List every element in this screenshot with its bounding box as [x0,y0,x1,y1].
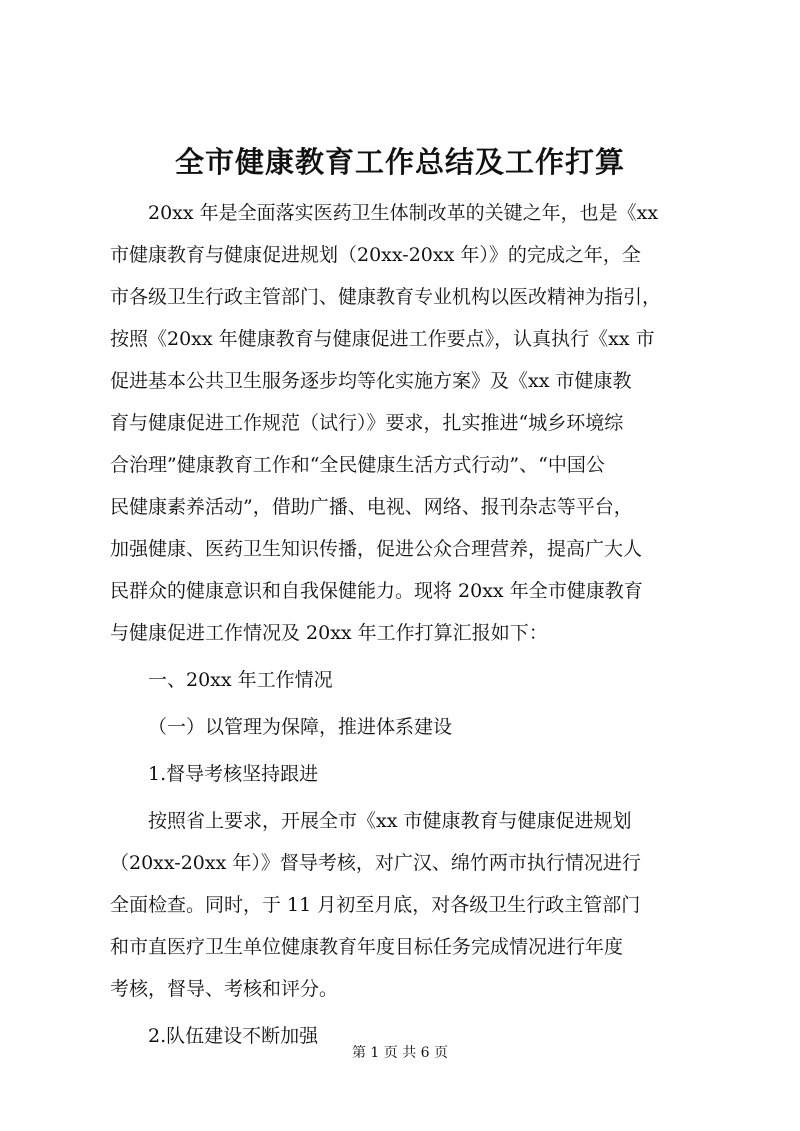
intro-line: 按照《20xx 年健康教育与健康促进工作要点》，认真执行《xx 市 [110,328,655,350]
intro-line: 民群众的健康意识和自我保健能力。现将 20xx 年全市健康教育 [110,580,643,602]
document-title: 全市健康教育工作总结及工作打算 [174,145,625,179]
intro-line: 合治理”健康教育工作和“全民健康生活方式行动”、“中国公 [110,454,605,476]
intro-line: 市各级卫生行政主管部门、健康教育专业机构以医改精神为指引， [110,286,662,308]
item-heading: 1.督导考核坚持跟进 [148,763,319,785]
item-line: 和市直医疗卫生单位健康教育年度目标任务完成情况进行年度 [110,936,624,958]
intro-line: 与健康促进工作情况及 20xx 年工作打算汇报如下： [110,622,548,644]
item-line: （20xx-20xx 年）》督导考核，对广汉、绵竹两市执行情况进行 [110,852,641,874]
document-body [110,192,704,1057]
intro-line: 民健康素养活动”，借助广播、电视、网络、报刊杂志等平台， [110,496,633,518]
intro-line: 20xx 年是全面落实医药卫生体制改革的关键之年，也是《xx [148,202,659,224]
intro-line: 加强健康、医药卫生知识传播，促进公众合理营养，提高广大人 [110,538,643,560]
item-line: 全面检查。同时，于 11 月初至月底，对各级卫生行政主管部门 [110,894,641,916]
item-line: 按照省上要求，开展全市《xx 市健康教育与健康促进规划 [148,810,632,832]
section-heading: 一、20xx 年工作情况 [148,669,333,691]
intro-line: 市健康教育与健康促进规划（20xx-20xx 年）》的完成之年，全 [110,244,641,266]
page-number-footer: 第 1 页 共 6 页 [351,1045,449,1061]
item-line: 考核，督导、考核和评分。 [110,978,339,1000]
intro-line: 育与健康促进工作规范（试行）》要求，扎实推进“城乡环境综 [110,412,624,434]
intro-line: 促进基本公共卫生服务逐步均等化实施方案》及《xx 市健康教 [110,370,632,392]
subsection-heading: （一）以管理为保障，推进体系建设 [148,716,453,738]
item-heading: 2.队伍建设不断加强 [148,1025,319,1047]
